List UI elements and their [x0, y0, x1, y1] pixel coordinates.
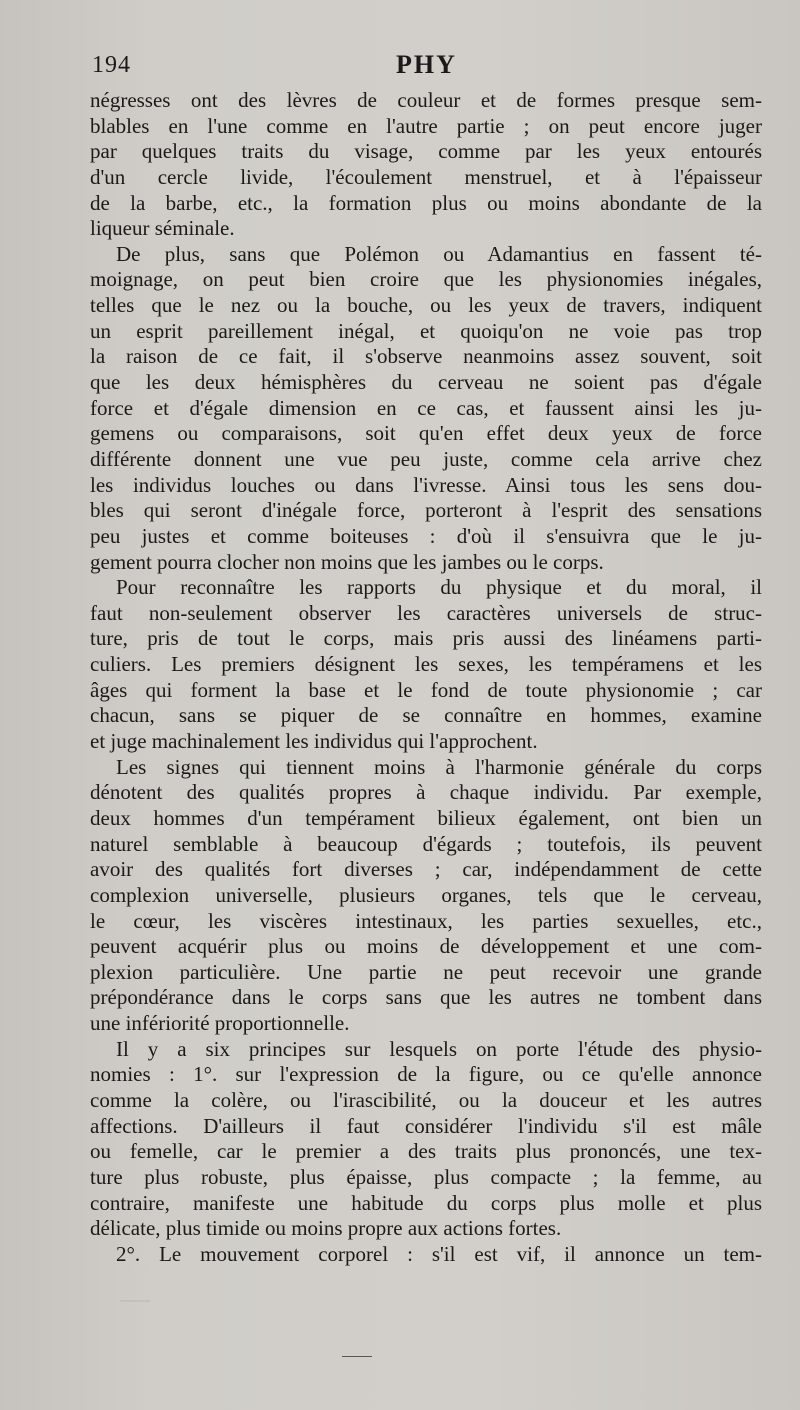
text-line: ture, pris de tout le corps, mais pris aussi des linéamens parti-: [90, 626, 762, 651]
text-line: bles qui seront d'inégale force, porteront à l'esprit des sensations: [90, 498, 762, 523]
text-line: dénotent des qualités propres à chaque individu. Par exemple,: [90, 780, 762, 805]
text-line: moignage, on peut bien croire que les physionomies inégales,: [90, 267, 762, 292]
text-line: peuvent acquérir plus ou moins de développement et une com-: [90, 934, 762, 959]
text-line: de la barbe, etc., la formation plus ou moins abondante de la: [90, 190, 762, 215]
text-line: délicate, plus timide ou moins propre aux actions fortes.: [90, 1216, 562, 1241]
text-line: la raison de ce fait, il s'observe neanmoins assez souvent, soit: [90, 344, 762, 369]
text-line: différente donnent une vue peu juste, comme cela arrive chez: [90, 446, 762, 471]
text-line: un esprit pareillement inégal, et quoiqu'on ne voie pas trop: [90, 318, 762, 343]
text-line: faut non-seulement observer les caractères universels de struc-: [90, 600, 762, 625]
text-line: 2°. Le mouvement corporel : s'il est vif, il annonce un tem-: [116, 1241, 762, 1266]
text-line: chacun, sans se piquer de se connaître en hommes, examine: [90, 703, 762, 728]
running-head: PHY: [396, 50, 457, 79]
text-line: avoir des qualités fort diverses ; car, indépendamment de cette: [90, 857, 762, 882]
text-line: Les signes qui tiennent moins à l'harmonie générale du corps: [116, 754, 762, 779]
text-line: deux hommes d'un tempérament bilieux également, ont bien un: [90, 805, 762, 830]
text-line: comme la colère, ou l'irascibilité, ou la douceur et les autres: [90, 1087, 762, 1112]
text-line: gement pourra clocher non moins que les jambes ou le corps.: [90, 549, 604, 574]
text-line: plexion particulière. Une partie ne peut recevoir une grande: [90, 959, 762, 984]
text-line: Il y a six principes sur lesquels on porte l'étude des physio-: [116, 1036, 762, 1061]
text-line: complexion universelle, plusieurs organes, tels que le cerveau,: [90, 882, 762, 907]
text-line: ou femelle, car le premier a des traits plus prononcés, une tex-: [90, 1139, 762, 1164]
text-line: et juge machinalement les individus qui l'approchent.: [90, 729, 538, 754]
text-line: négresses ont des lèvres de couleur et de formes presque sem-: [90, 88, 762, 112]
paper-smudge: [120, 1300, 150, 1302]
text-line: prépondérance dans le corps sans que les autres ne tombent dans: [90, 985, 762, 1010]
text-line: les individus louches ou dans l'ivresse. Ainsi tous les sens dou-: [90, 472, 762, 497]
text-line: par quelques traits du visage, comme par les yeux entourés: [90, 139, 762, 164]
page-number: 194: [92, 52, 131, 78]
text-line: De plus, sans que Polémon ou Adamantius en fassent té-: [116, 241, 762, 266]
text-line: âges qui forment la base et le fond de toute physionomie ; car: [90, 677, 762, 702]
text-line: liqueur séminale.: [90, 216, 235, 241]
text-line: affections. D'ailleurs il faut considérer l'individu s'il est mâle: [90, 1113, 762, 1138]
text-line: nomies : 1°. sur l'expression de la figure, ou ce qu'elle annonce: [90, 1062, 762, 1087]
text-line: d'un cercle livide, l'écoulement menstruel, et à l'épaisseur: [90, 164, 762, 189]
text-line: force et d'égale dimension en ce cas, et faussent ainsi les ju-: [90, 395, 762, 420]
text-line: Pour reconnaître les rapports du physique et du moral, il: [116, 575, 762, 600]
bottom-rule: [342, 1356, 372, 1357]
text-line: que les deux hémisphères du cerveau ne soient pas d'égale: [90, 370, 762, 395]
text-line: blables en l'une comme en l'autre partie ; on peut encore juger: [90, 113, 762, 138]
text-line: contraire, manifeste une habitude du corps plus molle et plus: [90, 1190, 762, 1215]
text-line: naturel semblable à beaucoup d'égards ; toutefois, ils peuvent: [90, 831, 762, 856]
text-line: le cœur, les viscères intestinaux, les parties sexuelles, etc.,: [90, 908, 762, 933]
text-line: gemens ou comparaisons, soit qu'en effet deux yeux de force: [90, 421, 762, 446]
text-line: peu justes et comme boiteuses : d'où il s'ensuivra que le ju-: [90, 523, 762, 548]
body-text: [90, 88, 762, 1267]
text-line: une infériorité proportionnelle.: [90, 1011, 350, 1036]
text-line: culiers. Les premiers désignent les sexes, les tempéramens et les: [90, 652, 762, 677]
text-line: telles que le nez ou la bouche, ou les yeux de travers, indiquent: [90, 293, 762, 318]
text-line: ture plus robuste, plus épaisse, plus compacte ; la femme, au: [90, 1164, 762, 1189]
